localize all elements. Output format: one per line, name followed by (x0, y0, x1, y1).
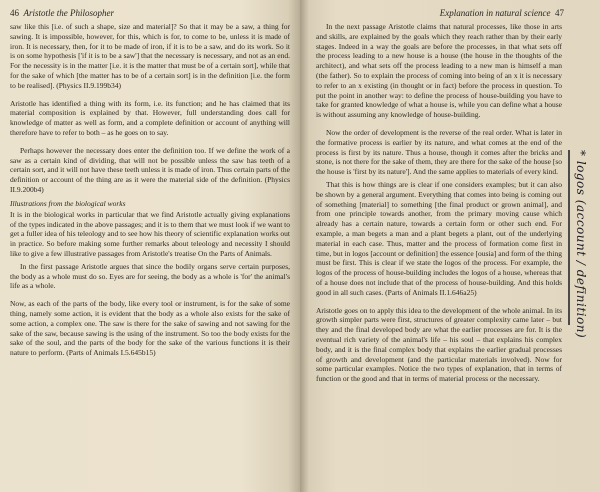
right-paragraph-3: That this is how things are is clear if one considers examples; but it can also be shown by a general argument. Everything that comes into being is coming out of something [material] to something [the final product or grown animal], and from one principle towards another, from the primary moving cause which already has a certain nature, towards a certain form or other such end. For example, a man begets a man and a plant begets a plant, out of the underlying material in each case. Thus, matter and the process of formation come first in time, but in logos [account or definition] the essence [ousia] and form of the thing must be first. This is clear if we state the logos of the process. For example, the logos of the process of house-building includes the logos of a house, whereas that of a house does not include that of the process of house-building. And this holds good in all such cases. (Parts of Animals II.1.646a25) (316, 179, 562, 297)
left-paragraph-1: saw like this [i.e. of such a shape, size and material]? So that it may be a saw, a thing for sawing. It is impossible, however, for this, which is for, to come to be, unless it is made of iron. It is necessary, then, for it to be made of iron, if it is to be a saw, and do its work. So it is on some hypothesis ['if it is to be a saw'] that the necessary is necessary, and not as an end. For the necessity is in the matter [i.e. it is the matter that must be of a certain sort], while that for the sake of which [the matter has to be of a certain sort] is in the definition [i.e. the form to be realised]. (Physics II.9.199b34) (10, 22, 290, 90)
right-paragraph-2: Now the order of development is the reverse of the real order. What is later in the formative process is earlier by its nature, and what comes at the end of the process is first by its nature. Thus a house, though it comes after the bricks and stone, is not there for the sake of them, they are there for the sake of the house [so the house is 'first by its nature']. And the same applies to materials of every kind. (316, 127, 562, 177)
section-heading: Illustrations from the biological works (10, 198, 126, 208)
right-page-number: 47 (555, 8, 564, 18)
left-paragraph-4: It is in the biological works in particular that we find Aristotle actually giving explanations of the types indicated in the above passages; and it is to them that we must look if we want to get a fuller idea of his teleology and to see how his theory of scientific explanation works out in practice. So before making some further remarks about teleology and necessity I should like to give a few illustrative passages from Aristotle's treatise On the Parts of Animals. (10, 209, 290, 258)
right-page (300, 0, 600, 492)
left-paragraph-2: Aristotle has identified a thing with its form, i.e. its function; and he has claimed that its material composition is explained by that. However, full understanding does call for knowledge of matter as well as form, and a complete definition or account of anything will therefore have to refer to both – as he goes on to say. (10, 98, 290, 137)
handwritten-annotation (566, 150, 596, 360)
left-running-head: Aristotle the Philosopher (23, 8, 114, 18)
right-page-header (316, 8, 592, 18)
left-page-number: 46 (10, 8, 19, 18)
annotation-bracket (568, 150, 570, 325)
left-page-header (10, 8, 290, 18)
left-paragraph-3: Perhaps however the necessary does enter the definition too. If we define the work of a saw as a certain kind of dividing, that will not be possible unless the saw has teeth of a certain sort, and it will not have these teeth unless it is made of iron. Thus certain parts of the definition or account of the thing are as it were the material side of the definition. (Physics II.9.200b4) (10, 145, 290, 194)
annotation-text: * logos (account / definition) (574, 150, 588, 339)
right-paragraph-4: Aristotle goes on to apply this idea to the development of the whole animal. In its growth simpler parts were first, structures of greater complexity came later – but they and the final developed body are what the earlier processes are for. It is the eventual rich variety of the animal's life – his soul – that explains his complex body, and it is the final complex body that explains the earlier gradual processes of growth and development (and the particular materials involved). Now for some particular examples. Notice the two types of explanation, that in terms of function or the good and that in terms of material process or the necessary. (316, 305, 562, 384)
left-paragraph-5: In the first passage Aristotle argues that since the bodily organs serve certain purposes, the body as a whole must do so. Eyes are for seeing, the body as a whole is 'for' the animal's life as a whole. (10, 261, 290, 291)
left-paragraph-6: Now, as each of the parts of the body, like every tool or instrument, is for the sake of some thing, namely some action, it is evident that the body as a whole also exists for the sake of some action, a complex one. The saw is there for the sake of sawing and not sawing for the sake of the saw, because sawing is the using of the instrument. So too the body exists for the sake of the soul, and the parts of the body for the sake of the various functions it is their nature to perform. (Parts of Animals I.5.645b15) (10, 299, 290, 358)
right-paragraph-1: In the next passage Aristotle claims that natural processes, like those in arts and skills, are explained by the goals which they reach rather than by their early stages. Indeed in a way the goals are before the processes, in that what sets off the process leading to a new house is a house (the house in the thoughts of the architect), and what sets off the process leading to a new man is himself a man (the father). So to explain the process of coming into being of an x it is necessary to refer to an x existing (in thought or in fact) before the process in question. To put the point in another way: to define the process of house-building you have to take for granted knowledge of what a house is, while you can define what a house is without assuming any knowledge of house-building. (316, 22, 562, 120)
right-running-head: Explanation in natural science (439, 8, 551, 18)
